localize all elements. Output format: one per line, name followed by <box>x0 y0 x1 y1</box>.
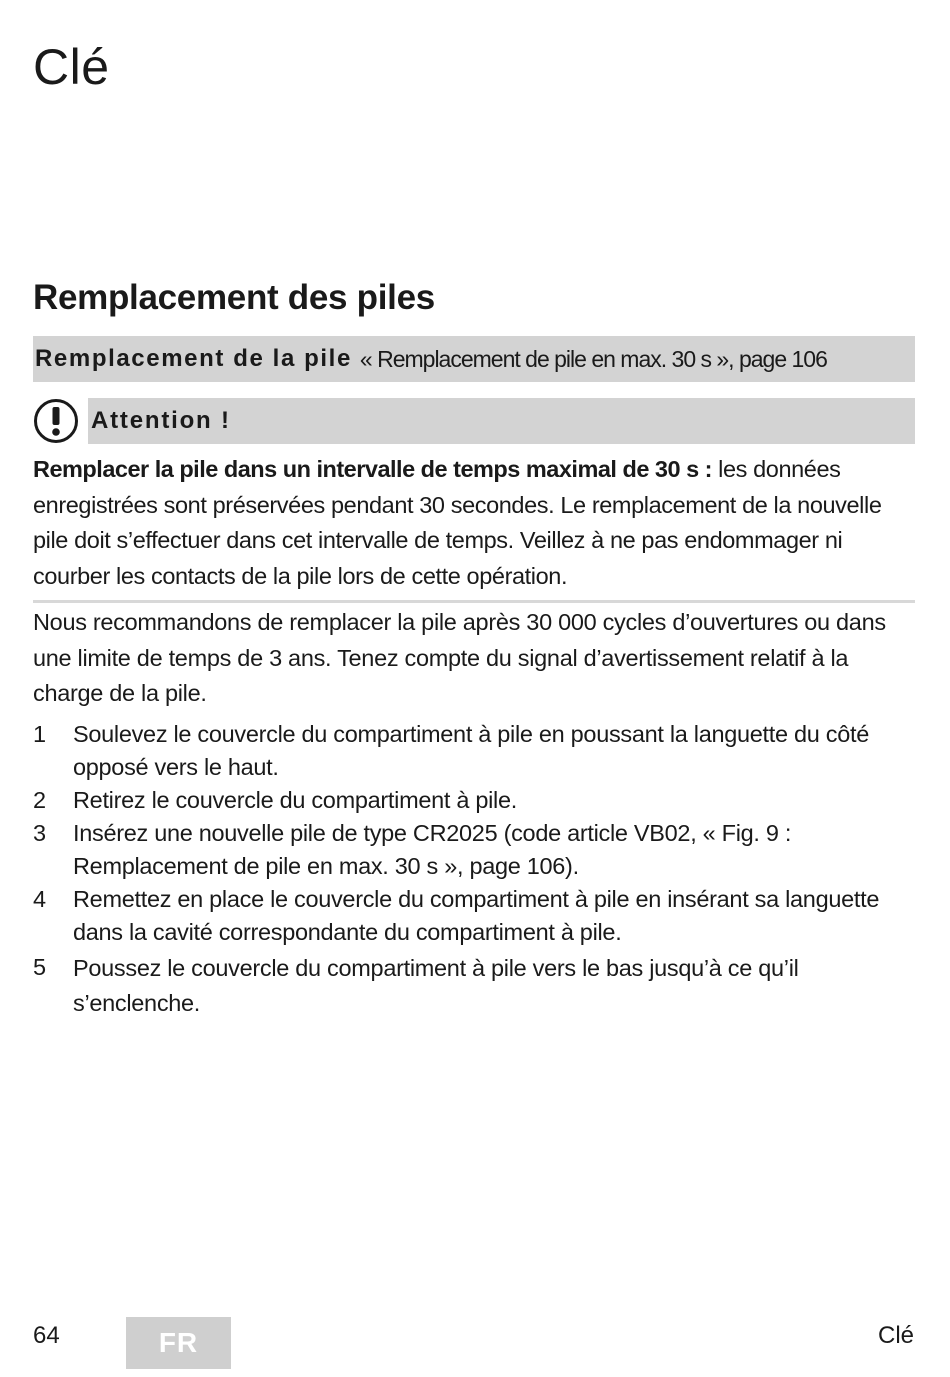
page-number: 64 <box>33 1322 60 1349</box>
step-text: Soulevez le couvercle du compartiment à pile en poussant la languette du côté opposé vers le haut. <box>73 721 869 780</box>
list-item <box>33 883 915 949</box>
list-item <box>33 817 915 883</box>
steps-list <box>33 718 915 1021</box>
footer-chapter-title: Clé <box>877 1322 914 1349</box>
warning-bold-lead: Remplacer la pile dans un intervalle de temps maximal de 30 s : <box>33 456 713 482</box>
list-item <box>33 718 915 784</box>
step-number: 3 <box>33 820 46 846</box>
step-number: 4 <box>33 886 46 912</box>
step-text: Poussez le couvercle du compartiment à pile vers le bas jusqu’à ce qu’il s’enclenche. <box>73 955 799 1016</box>
crossref-bar <box>33 336 915 382</box>
list-item <box>33 784 915 817</box>
step-text: Remettez en place le couvercle du compartiment à pile en insérant sa languette dans la cavité correspondante du compartiment à pile. <box>73 886 880 945</box>
warning-body: les données enregistrées sont préservées pendant 30 secondes. Le remplacement de la nouvelle pile doit s’effectuer dans cet intervalle de temps. Veillez à ne pas endommager ni courber les contacts de la pile lors de cette opération. <box>33 456 882 589</box>
crossref-link[interactable]: « Remplacement de pile en max. 30 s », page 106 <box>359 345 827 372</box>
exclamation-circle-icon <box>33 398 79 444</box>
attention-bar <box>88 398 915 444</box>
step-number: 5 <box>33 954 46 980</box>
divider <box>33 600 915 603</box>
step-text: Insérez une nouvelle pile de type CR2025 (code article VB02, « Fig. 9 : Remplacement de pile en max. 30 s », page 106). <box>73 820 792 879</box>
attention-label: Attention ! <box>91 407 231 434</box>
intro-paragraph: Nous recommandons de remplacer la pile après 30 000 cycles d’ouvertures ou dans une limite de temps de 3 ans. Tenez compte du signal d’avertissement relatif à la charge de la pile. <box>33 609 886 706</box>
warning-text <box>33 452 915 594</box>
list-item <box>33 951 915 1021</box>
section-heading: Remplacement des piles <box>33 278 435 317</box>
step-number: 2 <box>33 787 46 813</box>
chapter-title: Clé <box>33 39 110 95</box>
crossref-label: Remplacement de la pile <box>35 345 352 372</box>
language-badge: FR <box>126 1317 231 1369</box>
step-number: 1 <box>33 721 46 747</box>
step-text: Retirez le couvercle du compartiment à pile. <box>73 787 517 813</box>
